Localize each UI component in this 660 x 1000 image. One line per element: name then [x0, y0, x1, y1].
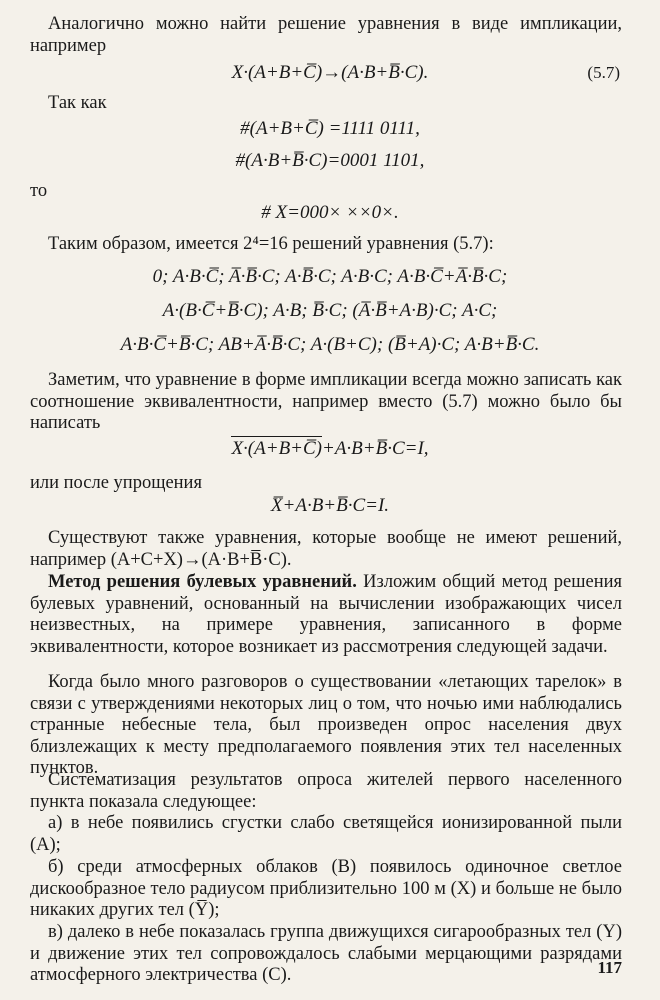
- paragraph-simplification: или после упрощения: [30, 473, 202, 493]
- paragraph-method: [30, 572, 622, 658]
- solutions-line-1: [0, 266, 660, 288]
- paragraph-to: то: [30, 181, 48, 201]
- paragraph-method-text: Изложим общий метод решения булевых уравнений, основанный на вычислении изображающих чисел неизвестных, на примере уравнения, записанного в форме эквивалентности, которое возникает из рассмотрения следующей задачи.: [30, 572, 622, 657]
- paragraph-intro: Аналогично можно найти решение уравнения в виде импликации, например: [30, 14, 622, 56]
- paragraph-ufo-story: Когда было много разговоров о существовании «летающих тарелок» в связи с утверждениями некоторых лиц о том, что ночью ими наблюдались странные небесные тела, был произведен опрос населения двух близлежащих к месту предполагаемого появления этих тел населенных пунктов.: [30, 672, 622, 778]
- formula-5-7: [0, 62, 660, 84]
- solutions-line-3: [0, 334, 660, 356]
- paragraph-survey-results: Систематизация результатов опроса жителей первого населенного пункта показала следующее:: [30, 770, 622, 812]
- list-item-b: б) среди атмосферных облаков (B) появилось одиночное светлое дискообразное тело радиусом приблизительно 100 м (X) и больше не было никаких других тел (Y̅);: [30, 857, 622, 920]
- section-heading-method: Метод решения булевых уравнений.: [48, 572, 357, 592]
- formula-count-1: [0, 118, 660, 140]
- paragraph-no-solutions: Существуют также уравнения, которые вообще не имеют решений, например (A+C+X)→(A·B+B̅·C).: [30, 528, 622, 570]
- formula-x-number-text: # X=000× ××0×.: [261, 202, 399, 223]
- formula-simplified: [0, 495, 660, 517]
- formula-equivalence: [0, 438, 660, 460]
- formula-equivalence-overlined: X·(A+B+C̅): [231, 438, 322, 459]
- equation-number: (5.7): [587, 63, 620, 82]
- paragraph-implication-note: Заметим, что уравнение в форме импликации всегда можно записать как соотношение эквивалентности, например вместо (5.7) можно было бы написать: [30, 370, 622, 433]
- formula-5-7-text: X·(A+B+C̅)→(A·B+B̅·C).: [231, 62, 429, 83]
- formula-count-1-text: #(A+B+C̅) =1111 0111,: [240, 118, 420, 139]
- formula-equivalence-rest: +A·B+B̅·C=I,: [322, 438, 429, 459]
- solutions-line-2-text: A·(B·C̅+B̅·C); A·B; B̅·C; (A̅·B̅+A·B)·C; A·C;: [162, 300, 498, 321]
- formula-count-2-text: #(A·B+B̅·C)=0001 1101,: [235, 150, 425, 171]
- solutions-line-3-text: A·B·C̅+B̅·C; AB+A̅·B̅·C; A·(B+C); (B̅+A)·C; A·B+B̅·C.: [120, 334, 540, 355]
- paragraph-solutions-count: Таким образом, имеется 2⁴=16 решений уравнения (5.7):: [48, 234, 494, 254]
- formula-count-2: [0, 150, 660, 172]
- page-number: 117: [597, 958, 622, 977]
- solutions-line-1-text: 0; A·B·C̅; A̅·B̅·C; A·B̅·C; A·B·C; A·B·C̅+A̅·B̅·C;: [152, 266, 508, 287]
- formula-x-number: [0, 202, 660, 224]
- list-item-v: в) далеко в небе показалась группа движущихся сигарообразных тел (Y) и движение этих тел сопровождалось слабыми мерцающими разрядами атмосферного электричества (C).: [30, 922, 622, 985]
- list-item-a: а) в небе появились сгустки слабо светящейся ионизированной пыли (A);: [30, 813, 622, 855]
- solutions-line-2: [0, 300, 660, 322]
- paragraph-tak-kak: Так как: [48, 93, 107, 113]
- formula-simplified-text: X̅+A·B+B̅·C=I.: [270, 495, 390, 516]
